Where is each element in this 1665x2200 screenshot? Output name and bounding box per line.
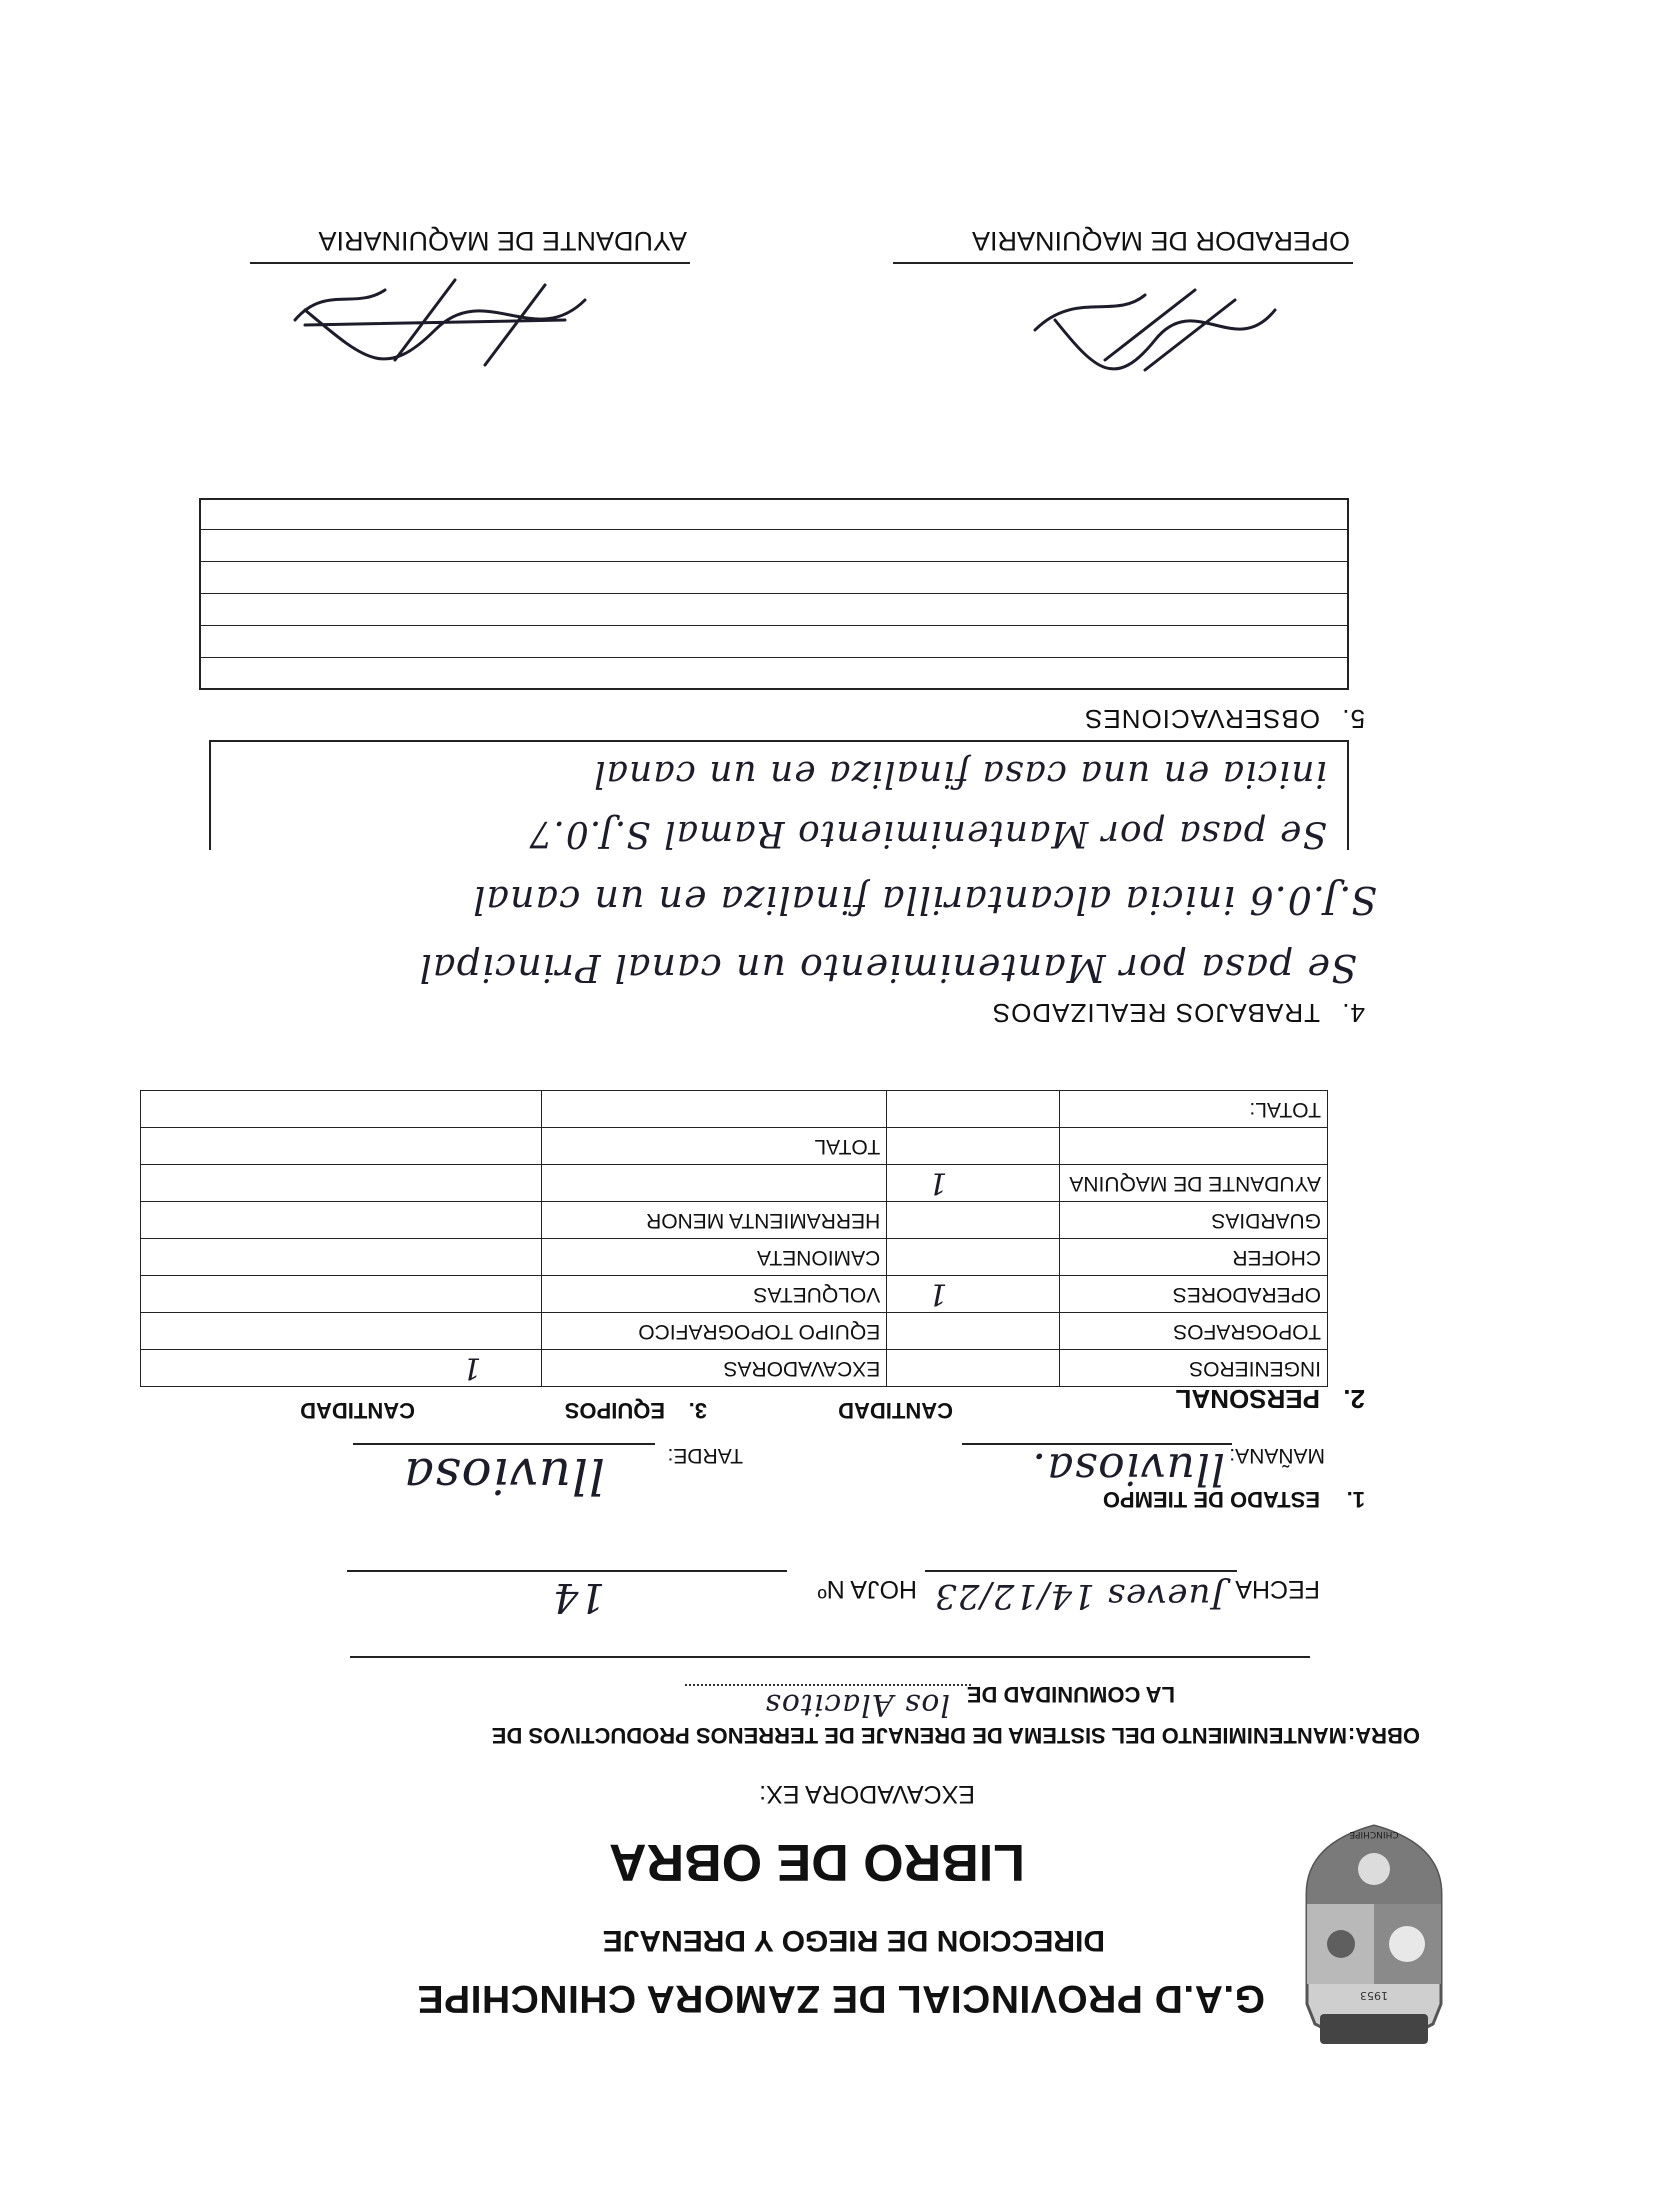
equipo-qty xyxy=(141,1202,542,1239)
personal-label: INGENIEROS xyxy=(1060,1350,1328,1387)
equipos-number: 3. xyxy=(688,1398,707,1423)
equipo-label: TOTAL xyxy=(542,1128,887,1165)
tarde-label: TARDE: xyxy=(667,1444,743,1467)
personal-number: 2. xyxy=(1343,1384,1365,1414)
provincial-crest-logo xyxy=(1295,1822,1453,2044)
obra-label: OBRA: xyxy=(1347,1723,1420,1748)
equipo-label xyxy=(542,1091,887,1128)
tarde-handwritten: lluviosa xyxy=(403,1447,605,1505)
manana-handwritten: lluviosa. xyxy=(1031,1443,1225,1494)
equipo-qty xyxy=(141,1313,542,1350)
equipo-label: EXCAVADORAS xyxy=(542,1350,887,1387)
equipos-title: EQUIPOS xyxy=(564,1398,665,1423)
crest-motto: CHINCHIPE xyxy=(1349,1829,1399,1839)
operador-label: OPERADOR DE MAQUINARIA xyxy=(971,226,1350,256)
personal-total-label: TOTAL: xyxy=(1060,1091,1328,1128)
personal-qty xyxy=(887,1313,1060,1350)
equipo-qty: 1 xyxy=(141,1350,542,1387)
table-row xyxy=(141,1239,1328,1276)
personal-equipos-table xyxy=(140,1090,1328,1387)
crest-year: 1953 xyxy=(1360,1989,1388,2002)
manana-label: MAÑANA: xyxy=(1229,1444,1325,1467)
community-label: LA COMUNIDAD DE xyxy=(966,1682,1175,1707)
personal-qty xyxy=(887,1239,1060,1276)
personal-label: GUARDIAS xyxy=(1060,1202,1328,1239)
trabajos-line: S.J.0.6 inicia alcantarilla finaliza en un canal xyxy=(472,878,1377,922)
personal-qty xyxy=(887,1202,1060,1239)
equipo-qty xyxy=(141,1091,542,1128)
tarde-underline xyxy=(353,1443,655,1445)
table-row xyxy=(141,1091,1328,1128)
ayudante-signature-line xyxy=(250,262,690,264)
equipo-label: HERRAMIENTA MENOR xyxy=(542,1202,887,1239)
document-title: LIBRO DE OBRA xyxy=(609,1833,1025,1891)
trabajos-line: inicia en una casa finaliza en un canal xyxy=(593,753,1327,794)
ayudante-label: AYUDANTE DE MAQUINARIA xyxy=(318,226,687,256)
personal-qty: 1 xyxy=(887,1165,1060,1202)
estado-number: 1. xyxy=(1346,1487,1365,1512)
fecha-label: FECHA xyxy=(1235,1575,1320,1603)
table-row xyxy=(141,1276,1328,1313)
operador-signature xyxy=(1005,270,1295,380)
personal-qty xyxy=(887,1128,1060,1165)
personal-label: OPERADORES xyxy=(1060,1276,1328,1313)
equipo-label xyxy=(542,1165,887,1202)
trabajos-line: Se pasa por Mantenimiento un canal Principal xyxy=(418,946,1357,990)
trabajos-line: Se pasa por Mantenimiento Ramal S.J.0.7 xyxy=(528,813,1327,854)
observaciones-box xyxy=(199,498,1349,690)
equipo-label: CAMIONETA xyxy=(542,1239,887,1276)
community-handwritten: los Alacitos xyxy=(764,1687,950,1722)
equipo-qty xyxy=(141,1239,542,1276)
institution-title: G.A.D PROVINCIAL DE ZAMORA CHINCHIPE xyxy=(417,1977,1265,2020)
hoja-handwritten: 14 xyxy=(552,1574,605,1620)
trabajos-number: 4. xyxy=(1341,998,1365,1028)
fecha-underline xyxy=(925,1570,1237,1572)
table-row xyxy=(141,1350,1328,1387)
obra-value: MANTENIMIENTO DEL SISTEMA DE DRENAJE DE TERRENOS PRODUCTIVOS DE xyxy=(491,1723,1347,1748)
personal-cantidad-header: CANTIDAD xyxy=(838,1398,953,1423)
table-row xyxy=(141,1165,1328,1202)
personal-label: CHOFER xyxy=(1060,1239,1328,1276)
table-row xyxy=(141,1313,1328,1350)
ayudante-signature xyxy=(275,260,605,380)
table-row xyxy=(141,1202,1328,1239)
equipo-label: EQUIPO TOPOGRAFICO xyxy=(542,1313,887,1350)
community-underline xyxy=(350,1656,1310,1658)
personal-label: AYUDANTE DE MAQUINA xyxy=(1060,1165,1328,1202)
hoja-label: HOJA Nº xyxy=(817,1575,917,1603)
trabajos-title: TRABAJOS REALIZADOS xyxy=(991,998,1320,1028)
department-title: DIRECCION DE RIEGO Y DRENAJE xyxy=(602,1924,1105,1957)
hoja-underline xyxy=(347,1570,787,1572)
personal-total-qty xyxy=(887,1091,1060,1128)
equipo-qty xyxy=(141,1128,542,1165)
personal-qty: 1 xyxy=(887,1276,1060,1313)
operador-signature-line xyxy=(893,262,1353,264)
equipos-cantidad-header: CANTIDAD xyxy=(300,1398,415,1423)
equipo-qty xyxy=(141,1276,542,1313)
personal-label xyxy=(1060,1128,1328,1165)
personal-title: PERSONAL xyxy=(1175,1384,1320,1414)
community-dotted-line xyxy=(685,1684,971,1686)
fecha-handwritten: Jueves 14/12/23 xyxy=(934,1576,1225,1616)
observaciones-title: OBSERVACIONES xyxy=(1084,704,1320,734)
estado-title: ESTADO DE TIEMPO xyxy=(1102,1487,1320,1512)
trabajos-box xyxy=(209,740,1349,850)
excavadora-label: EXCAVADORA EX: xyxy=(759,1780,975,1808)
personal-qty xyxy=(887,1350,1060,1387)
personal-label: TOPOGRAFOS xyxy=(1060,1313,1328,1350)
table-row xyxy=(141,1128,1328,1165)
equipo-label: VOLQUETAS xyxy=(542,1276,887,1313)
equipo-qty xyxy=(141,1165,542,1202)
observaciones-number: 5. xyxy=(1341,704,1365,734)
